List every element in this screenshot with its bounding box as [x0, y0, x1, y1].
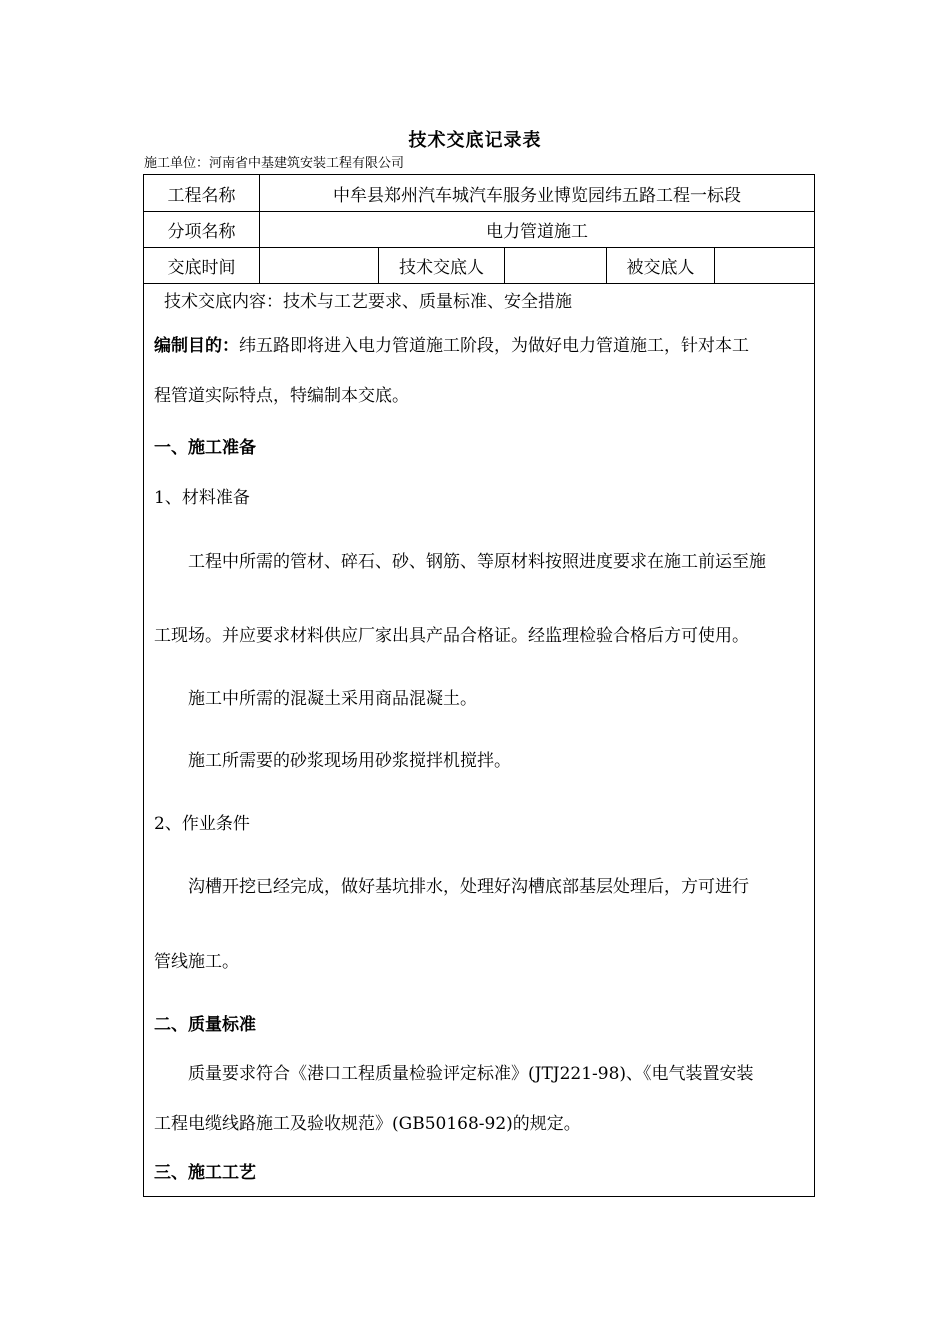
time-label: 交底时间 — [167, 258, 236, 278]
project-name-label: 工程名称 — [167, 185, 236, 206]
receiver-label: 被交底人 — [606, 248, 714, 283]
receiver-value — [714, 248, 814, 283]
record-table — [143, 174, 815, 1197]
section-1-sub-2: 2、作业条件 — [154, 814, 250, 834]
sub-item-value: 电力管道施工 — [259, 212, 814, 247]
document-title: 技术交底记录表 — [408, 130, 542, 151]
paragraph-5-line-2: 工程电缆线路施工及验收规范》(GB50168-92)的规定。 — [154, 1114, 581, 1134]
discloser-label: 技术交底人 — [378, 248, 504, 283]
purpose-text-1: 纬五路即将进入电力管道施工阶段，为做好电力管道施工，针对本工 — [239, 336, 749, 356]
section-1-title: 一、施工准备 — [154, 438, 256, 458]
purpose-label: 编制目的： — [154, 336, 239, 356]
time-value — [259, 248, 378, 283]
project-name-value: 中牟县郑州汽车城汽车服务业博览园纬五路工程一标段 — [259, 175, 814, 211]
paragraph-1-line-1: 工程中所需的管材、碎石、砂、钢筋、等原材料按照进度要求在施工前运至施 — [188, 552, 766, 572]
disclosure-info-row — [144, 248, 814, 284]
paragraph-1-line-2: 工现场。并应要求材料供应厂家出具产品合格证。经监理检验合格后方可使用。 — [154, 626, 749, 646]
paragraph-5-line-1: 质量要求符合《港口工程质量检验评定标准》(JTJ221-98)、《电气装置安装 — [188, 1064, 754, 1084]
construction-unit: 施工单位：河南省中基建筑安装工程有限公司 — [144, 156, 405, 171]
section-3-title: 三、施工工艺 — [154, 1163, 256, 1183]
purpose-line-1 — [154, 331, 749, 356]
sub-item-label: 分项名称 — [167, 222, 236, 242]
project-name-row — [144, 175, 814, 212]
paragraph-2: 施工中所需的混凝土采用商品混凝土。 — [188, 689, 477, 709]
purpose-line-2: 程管道实际特点，特编制本交底。 — [154, 386, 409, 406]
section-2-title: 二、质量标准 — [154, 1015, 256, 1035]
paragraph-4-line-1: 沟槽开挖已经完成，做好基坑排水，处理好沟槽底部基层处理后，方可进行 — [188, 877, 749, 897]
discloser-value — [504, 248, 606, 283]
paragraph-3: 施工所需要的砂浆现场用砂浆搅拌机搅拌。 — [188, 751, 511, 771]
paragraph-4-line-2: 管线施工。 — [154, 952, 239, 972]
sub-item-row — [144, 212, 814, 248]
section-1-sub-1: 1、材料准备 — [154, 488, 250, 508]
content-header: 技术交底内容：技术与工艺要求、质量标准、安全措施 — [164, 292, 572, 312]
